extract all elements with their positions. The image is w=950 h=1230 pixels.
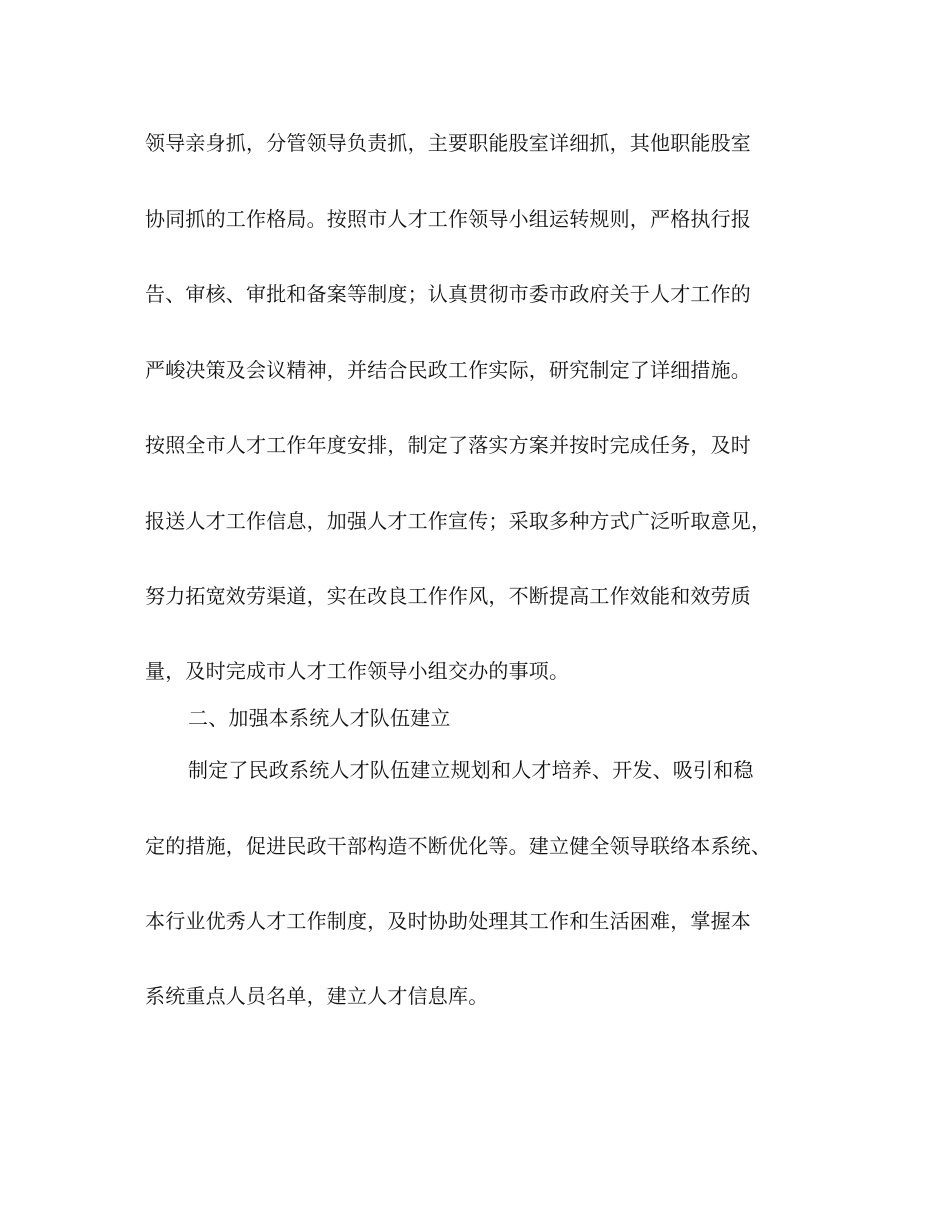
paragraph-1-line-4: 严峻决策及会议精神，并结合民政工作实际，研究制定了详细措施。 <box>145 358 751 382</box>
section-heading-2: 二、加强本系统人才队伍建立 <box>188 706 451 730</box>
paragraph-2-line-3: 本行业优秀人才工作制度，及时协助处理其工作和生活困难，掌握本 <box>145 909 751 933</box>
paragraph-2-line-2: 定的措施，促进民政干部构造不断优化等。建立健全领导联络本系统、 <box>145 834 772 858</box>
paragraph-1-line-2: 协同抓的工作格局。按照市人才工作领导小组运转规则，严格执行报 <box>145 207 751 231</box>
paragraph-1-line-6: 报送人才工作信息，加强人才工作宣传；采取多种方式广泛听取意见， <box>145 509 772 533</box>
paragraph-1-line-7: 努力拓宽效劳渠道，实在改良工作作风，不断提高工作效能和效劳质 <box>145 584 751 608</box>
paragraph-1-line-1: 领导亲身抓，分管领导负责抓，主要职能股室详细抓，其他职能股室 <box>145 131 751 155</box>
paragraph-2-line-1: 制定了民政系统人才队伍建立规划和人才培养、开发、吸引和稳 <box>188 758 754 782</box>
paragraph-1-line-8: 量，及时完成市人才工作领导小组交办的事项。 <box>145 659 570 683</box>
paragraph-2-line-4: 系统重点人员名单，建立人才信息库。 <box>145 984 489 1008</box>
paragraph-1-line-3: 告、审核、审批和备案等制度；认真贯彻市委市政府关于人才工作的 <box>145 282 751 306</box>
paragraph-1-line-5: 按照全市人才工作年度安排，制定了落实方案并按时完成任务，及时 <box>145 433 751 457</box>
